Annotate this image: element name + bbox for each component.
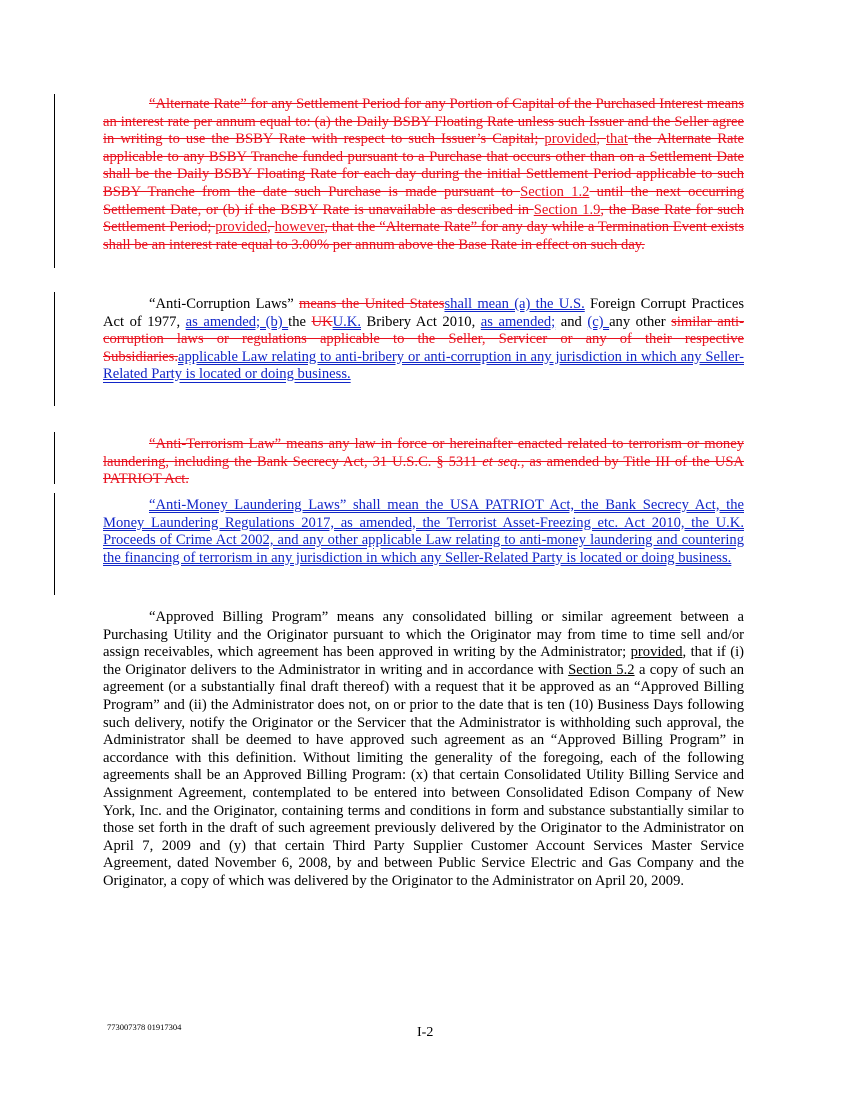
deleted-text: however (274, 219, 325, 236)
definition-anti-terrorism-law (103, 436, 744, 489)
deleted-text: until the next occurring Settlement Date, or (b) if the BSBY Rate is unavailable as described in (103, 183, 744, 218)
deleted-text: , as amended by Title III of the USA PATRIOT Act. (103, 453, 744, 488)
text: , that if (i) the Originator delivers to the Administrator in writing and in accordance with (103, 644, 744, 678)
deleted-text: the Alternate Rate applicable to any BSBY Tranche funded pursuant to a Purchase that occurs other than on a Settlement Date shall be the Daily BSBY Floating Rate for each day during the initial Settlement Period applicable to such BSBY Tranche from the date such Purchase is made pursuant to (103, 131, 744, 200)
definition-anti-money-laundering-laws (103, 497, 744, 567)
text: any other (609, 313, 672, 330)
document-id: 773007378 01917304 (107, 1022, 182, 1032)
deleted-text: “Alternate Rate” for any Settlement Period for any Portion of Capital of the Purchased Interest means an interest rate per annum equal to: (a) the Daily BSBY Floating Rate unless such Issuer and the Seller agree in writing to use the BSBY Rate with respect to such Issuer’s Capital; (103, 96, 744, 148)
inserted-text: as amended; (480, 313, 556, 330)
inserted-text: U.K. (332, 313, 361, 330)
deleted-section-ref: Section 1.9 (533, 201, 601, 218)
section-ref: Section 5.2 (568, 661, 635, 678)
change-bar (54, 292, 55, 406)
deleted-text: et seq. (482, 453, 521, 470)
inserted-text: shall mean (a) the U.S. (444, 296, 585, 312)
deleted-text: means the United States (298, 296, 445, 312)
inserted-text: applicable Law relating to anti-bribery or anti-corruption in any jurisdiction in which any Seller-Related Party is located or doing business. (103, 348, 744, 383)
text: and (555, 313, 588, 330)
deleted-text: , the Base Rate for such Settlement Period; (103, 201, 744, 236)
deleted-text: , that the “Alternate Rate” for any day while a Termination Event exists shall be an interest rate equal to 3.00% per annum above the Base Rate in effect on such day. (103, 219, 745, 253)
underlined-text: provided (630, 644, 683, 661)
change-bar (54, 432, 55, 484)
deleted-text: “Anti-Terrorism Law” means any law in force or hereinafter enacted related to terrorism or money laundering, including the Bank Secrecy Act, 31 U.S.C. § 5311 (103, 436, 744, 470)
deleted-text: provided (544, 131, 597, 148)
deleted-section-ref: Section 1.2 (520, 183, 590, 200)
change-bar (54, 94, 55, 268)
deleted-text: , (267, 219, 275, 236)
text: Bribery Act 2010, (360, 313, 481, 330)
text: a copy of such an agreement (or a substantially final draft thereof) with a request that it be approved as an “Approved Billing Program” and (ii) the Administrator does not, on or prior to the date that is ten (10) Business Days following such delivery, notify the Originator or the Servicer that the Administrator is withholding such approval, the Administrator shall be deemed to have approved such agreement as an “Approved Billing Program” in accordance with this definition. Without limiting the generality of the foregoing, each of the following agreements shall be an Approved Billing Program: (x) that certain Consolidated Utility Billing Service and Assignment Agreement, contemplated to be entered into between Consolidated Edison Company of New York, Inc. and the Originator, containing terms and conditions in form and substance substantially similar to those set forth in the draft of such agreement previously delivered by the Originator to the Administrator on April 7, 2009 and (y) that certain Third Party Supplier Customer Account Services Master Service Agreement, dated November 6, 2008, by and between Public Service Electric and Gas Company and the Originator, a copy of which was delivered by the Originator to the Administrator on April 20, 2009. (103, 661, 744, 889)
page-number: I-2 (417, 1025, 434, 1040)
inserted-text: “Anti-Money Laundering Laws” shall mean the USA PATRIOT Act, the Bank Secrecy Act, the Money Laundering Regulations 2017, as amended, the Terrorist Asset-Freezing etc. Act 2010, the U.K. Proceeds of Crime Act 2002, and any other applicable Law relating to anti-money laundering and countering the financing of terrorism in any jurisdiction in which any Seller-Related Party is located or doing business. (103, 497, 744, 566)
deleted-text: similar anti-corruption laws or regulations applicable to the Seller, Servicer or any of their respective Subsidiaries. (103, 313, 744, 365)
deleted-text: that (605, 131, 628, 148)
change-bar (54, 493, 55, 595)
deleted-text: provided (215, 219, 268, 236)
inserted-text: as amended; (b) (185, 313, 289, 330)
definition-alternate-rate (103, 96, 744, 254)
definition-anti-corruption-laws (103, 296, 744, 384)
text: “Approved Billing Program” means any consolidated billing or similar agreement between a Purchasing Utility and the Originator pursuant to which the Originator may from time to time sell and/or assign receivables, which agreement has been approved in writing by the Administrator; (103, 609, 744, 661)
deleted-text: , (596, 131, 606, 148)
text: Foreign Corrupt Practices Act of 1977, (103, 296, 745, 330)
text: the (288, 313, 312, 330)
inserted-text: (c) (587, 313, 610, 330)
definition-approved-billing-program (103, 609, 744, 891)
text: “Anti-Corruption Laws” (149, 296, 299, 312)
deleted-text: UK (311, 313, 333, 330)
